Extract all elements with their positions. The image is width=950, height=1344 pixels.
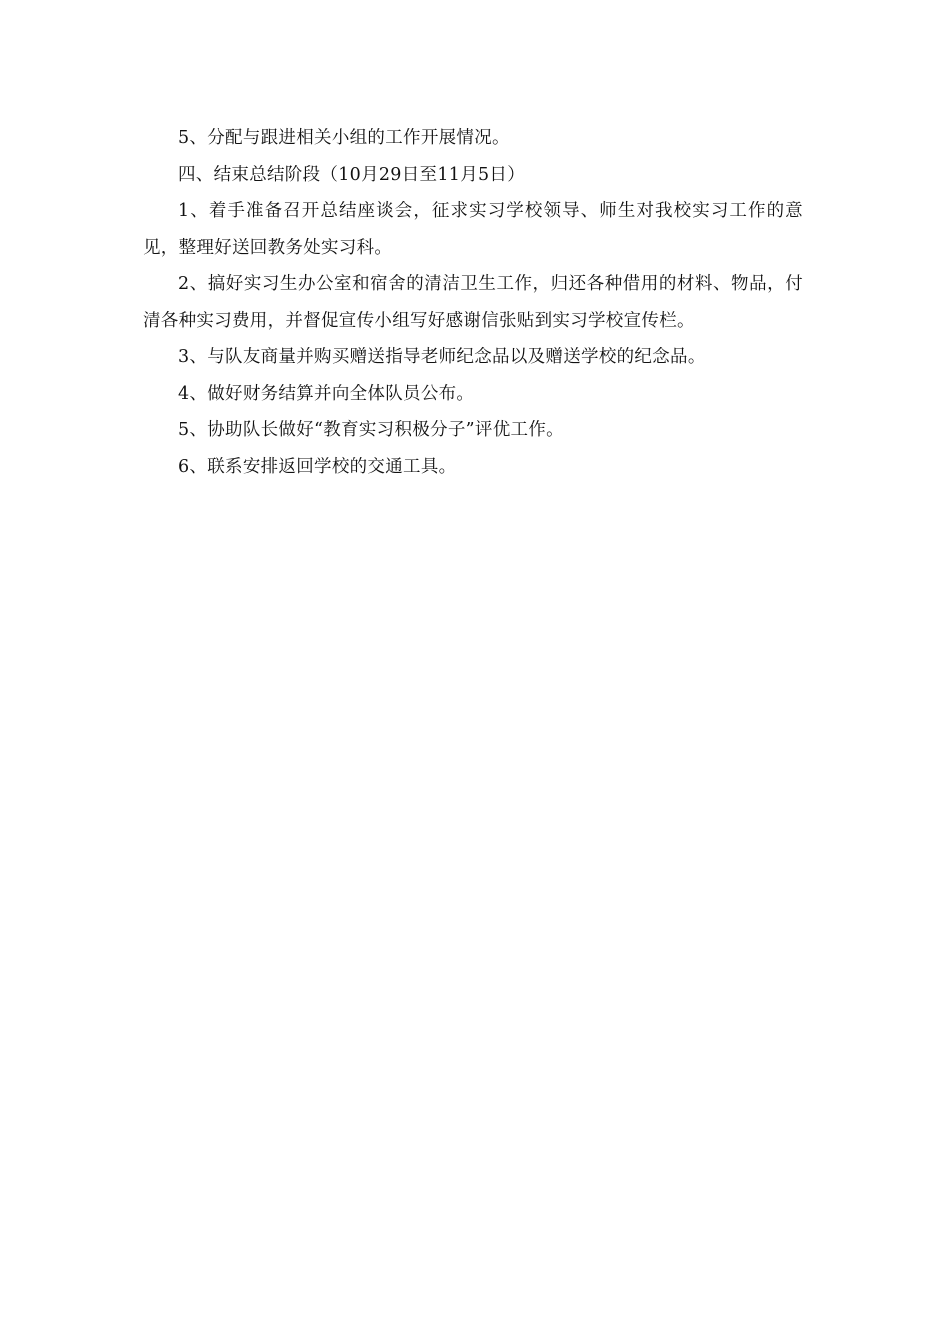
paragraph-item-4-finance: 4、做好财务结算并向全体队员公布。 xyxy=(178,383,475,404)
paragraph-item-2-cleanup: 2、搞好实习生办公室和宿舍的清洁卫生工作，归还各种借用的材料、物品，付清各种实习费用，并督促宣传小组写好感谢信张贴到实习学校宣传栏。 xyxy=(143,274,803,331)
paragraph-item-6-transport: 6、联系安排返回学校的交通工具。 xyxy=(178,456,457,477)
paragraph-item-1-summary-meeting: 1、着手准备召开总结座谈会，征求实习学校领导、师生对我校实习工作的意见，整理好送回教务处实习科。 xyxy=(143,201,803,258)
paragraph-item-5-evaluation: 5、协助队长做好“教育实习积极分子”评优工作。 xyxy=(178,420,564,440)
document-body xyxy=(143,120,803,485)
paragraph-item-3-souvenirs: 3、与队友商量并购买赠送指导老师纪念品以及赠送学校的纪念品。 xyxy=(178,347,706,367)
paragraph-item-5-followup: 5、分配与跟进相关小组的工作开展情况。 xyxy=(178,128,510,148)
section-heading-closing-stage: 四、结束总结阶段（10月29日至11月5日） xyxy=(178,164,526,185)
